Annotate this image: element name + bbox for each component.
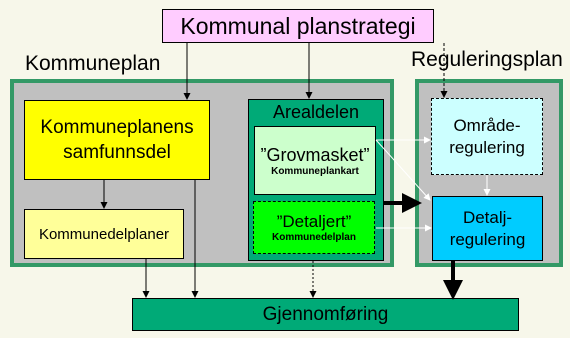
arealdelen-title: Arealdelen (272, 101, 360, 122)
omraderegulering-label: Område-regulering (449, 115, 525, 157)
kommuneplankart-label: Kommuneplankart (271, 165, 359, 177)
samfunnsdel-label: Kommuneplanens samfunnsdel (40, 117, 194, 163)
grovmasket-label: ”Grovmasket” (260, 144, 370, 165)
kommunedelplan-label: Kommunedelplan (272, 232, 356, 243)
kommunedelplaner-label: Kommunedelplaner (38, 225, 170, 243)
reguleringsplan-label: Reguleringsplan (411, 48, 563, 71)
detaljert-label: ”Detaljert” (276, 212, 352, 231)
detaljregulering-label: Detalj-regulering (449, 207, 526, 249)
kommuneplan-label: Kommuneplan (25, 52, 161, 75)
gjennomforing-label: Gjennomføring (262, 303, 389, 325)
kommunal-planstrategi-label: Kommunal planstrategi (180, 12, 416, 39)
arrow-grovmasket-to-detalj (376, 140, 430, 200)
